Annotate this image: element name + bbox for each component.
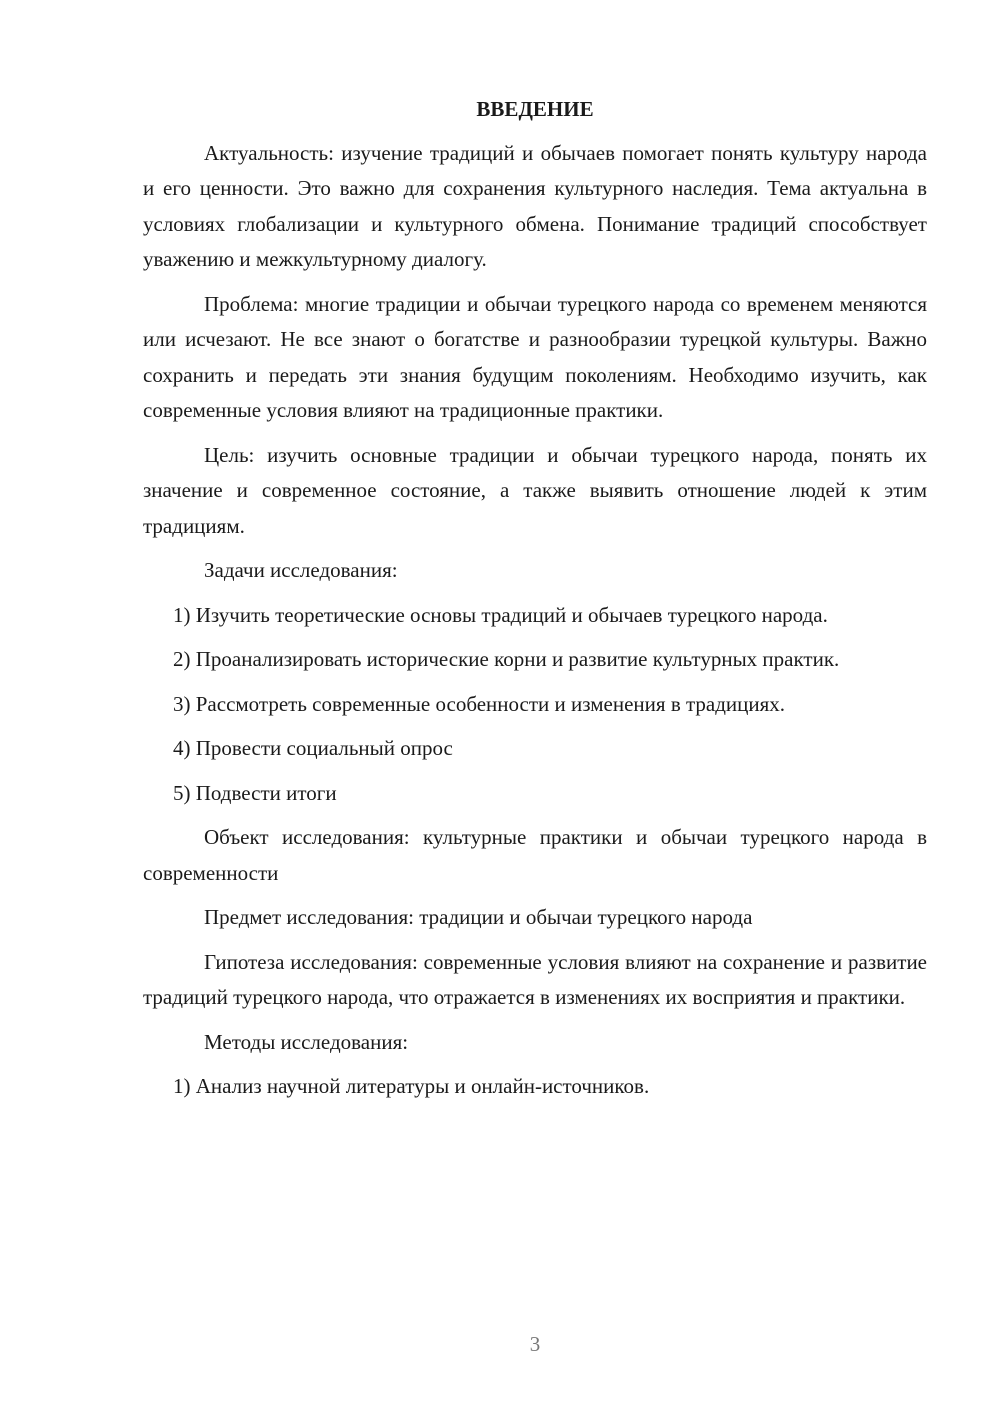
list-item-task-3: 3) Рассмотреть современные особенности и изменения в традициях. (173, 691, 786, 716)
paragraph-goal: Цель: изучить основные традиции и обычаи турецкого народа, понять их значение и современное состояние, а также выявить отношение людей к этим традициям. (143, 442, 927, 538)
page-number: 3 (529, 1332, 541, 1356)
paragraph-tasks-heading: Задачи исследования: (204, 558, 398, 582)
list-item-task-2: 2) Проанализировать исторические корни и развитие культурных практик. (173, 647, 840, 671)
paragraph-methods-heading: Методы исследования: (204, 1029, 409, 1054)
document-page (143, 92, 927, 1114)
paragraph-problem: Проблема: многие традиции и обычаи турецкого народа со временем меняются или исчезают. Не все знают о богатстве и разнообразии турецкой культуры. Важно сохранить и передать эти знания будущим поколениям. Необходимо изучить, как современные условия влияют на традиционные практики. (143, 291, 927, 422)
list-item-method-1: 1) Анализ научной литературы и онлайн-источников. (173, 1074, 650, 1098)
page-title: ВВЕДЕНИЕ (476, 97, 594, 121)
list-item-task-5: 5) Подвести итоги (173, 780, 337, 805)
list-item-task-1: 1) Изучить теоретические основы традиций и обычаев турецкого народа. (173, 602, 828, 627)
paragraph-subject: Предмет исследования: традиции и обычаи турецкого народа (204, 905, 753, 929)
paragraph-object: Объект исследования: культурные практики и обычаи турецкого народа в современности (143, 825, 927, 885)
list-item-task-4: 4) Провести социальный опрос (173, 736, 453, 760)
paragraph-relevance: Актуальность: изучение традиций и обычаев помогает понять культуру народа и его ценности. Это важно для сохранения культурного наследия. Тема актуальна в условиях глобализации и культурного обмена. Понимание традиций способствует уважению и межкультурному диалогу. (143, 140, 927, 271)
paragraph-hypothesis: Гипотеза исследования: современные условия влияют на сохранение и развитие традиций турецкого народа, что отражается в изменениях их восприятия и практики. (143, 949, 927, 1009)
